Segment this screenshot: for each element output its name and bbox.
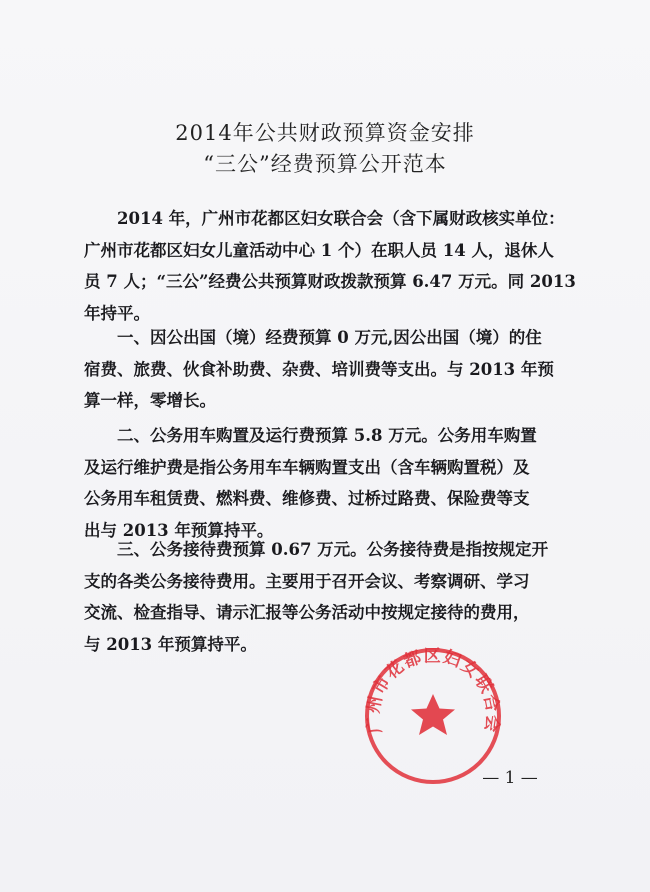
text-line: 算一样，零增长。 bbox=[84, 391, 216, 410]
text-line: 一、因公出国（境）经费预算 0 万元,因公出国（境）的住 bbox=[117, 328, 542, 347]
paragraph-reception-costs bbox=[84, 534, 584, 660]
svg-text:广州市花都区妇女联合会: 广州市花都区妇女联合会 bbox=[363, 646, 503, 735]
document-title: 2014年公共财政预算资金安排 bbox=[175, 121, 475, 145]
text-line: 与 2013 年预算持平。 bbox=[84, 634, 257, 654]
paragraph-overseas-travel bbox=[84, 322, 584, 417]
paragraph-vehicle-costs bbox=[84, 420, 584, 546]
text-line: 二、公务用车购置及运行费预算 5.8 万元。公务用车购置 bbox=[117, 426, 537, 445]
text-line: 支的各类公务接待费用。主要用于召开会议、考察调研、学习 bbox=[84, 571, 530, 591]
document-subtitle: “三公”经费预算公开范本 bbox=[203, 152, 447, 176]
text-line: 宿费、旅费、伙食补助费、杂费、培训费等支出。与 2013 年预 bbox=[84, 359, 554, 379]
text-line: 2014 年，广州市花都区妇女联合会（含下属财政核实单位： bbox=[117, 209, 565, 228]
text-line: 年持平。 bbox=[84, 303, 150, 323]
text-line: 广州市花都区妇女儿童活动中心 1 个）在职人员 14 人，退休人 bbox=[84, 240, 554, 260]
official-seal-icon bbox=[363, 646, 503, 786]
text-line: 出与 2013 年预算持平。 bbox=[84, 520, 274, 540]
page-number: — 1 — bbox=[482, 768, 538, 788]
text-line: 交流、检查指导、请示汇报等公务活动中按规定接待的费用， bbox=[84, 603, 530, 622]
text-line: 三、公务接待费预算 0.67 万元。公务接待费是指按规定开 bbox=[117, 540, 549, 559]
text-line: 员 7 人；“三公”经费公共预算财政拨款预算 6.47 万元。同 2013 bbox=[84, 272, 576, 291]
paragraph-intro bbox=[84, 203, 584, 329]
text-line: 公务用车租赁费、燃料费、维修费、过桥过路费、保险费等支 bbox=[84, 489, 530, 508]
text-line: 及运行维护费是指公务用车车辆购置支出（含车辆购置税）及 bbox=[84, 457, 530, 477]
